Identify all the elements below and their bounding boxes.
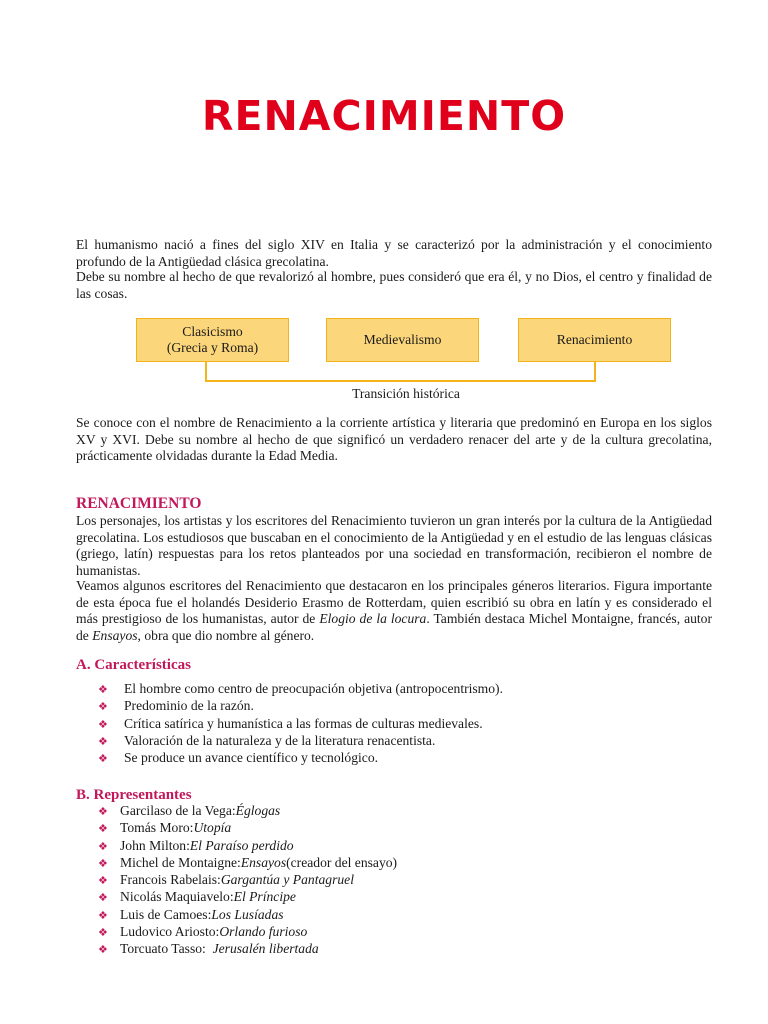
p5-work-elogio: Elogio de la locura (319, 611, 427, 626)
work-title: El Paraíso perdido (189, 837, 294, 853)
diamond-bullet-icon: ❖ (98, 857, 108, 870)
work-title: Orlando furioso (219, 924, 308, 940)
diamond-bullet-icon: ❖ (98, 875, 108, 888)
list-item (98, 820, 397, 837)
renacimiento-definition: Se conoce con el nombre de Renacimiento a la corriente artística y literaria que predominó en Europa en los siglos XV y XVI. Debe su nombre al hecho de que significó un verdadero renacer del arte y de la cultura grecolatina, prácticamente olvidadas durante la Edad Media. (76, 415, 712, 463)
box-medievalismo (326, 318, 479, 362)
caracteristicas-heading: A. Características (76, 657, 191, 673)
author-name: Michel de Montaigne: (120, 854, 241, 870)
work-title: El Príncipe (233, 889, 296, 905)
diamond-bullet-icon: ❖ (98, 806, 108, 818)
work-note: (creador del ensayo) (286, 854, 398, 870)
list-item (98, 941, 397, 958)
work-title: Gargantúa y Pantagruel (220, 872, 354, 888)
diamond-bullet-icon: ❖ (98, 684, 108, 696)
list-item (98, 907, 397, 924)
author-name: John Milton: (120, 837, 190, 853)
diamond-bullet-icon: ❖ (98, 840, 108, 853)
list-item (98, 803, 397, 820)
author-name: Tomás Moro: (120, 820, 194, 836)
intro-paragraph-2: Debe su nombre al hecho de que revalorizó al hombre, pues consideró que era él, y no Dios, el centro y finalidad de las cosas. (76, 269, 712, 301)
author-name: Torcuato Tasso: (120, 941, 213, 957)
list-item (98, 716, 503, 733)
list-item (98, 733, 503, 750)
connector-left (205, 362, 207, 381)
list-item-text: Se produce un avance científico y tecnológico. (124, 750, 379, 766)
connector-right (594, 362, 596, 381)
section-heading: RENACIMIENTO (76, 495, 202, 512)
p5-text-c: , obra que dio nombre al género. (137, 627, 315, 643)
diamond-bullet-icon: ❖ (98, 753, 108, 766)
diamond-bullet-icon: ❖ (98, 701, 108, 714)
author-name: Ludovico Ariosto: (120, 924, 220, 940)
list-item-text: Valoración de la naturaleza y de la literatura renacentista. (124, 732, 436, 748)
list-item (98, 681, 503, 698)
list-item (98, 889, 397, 906)
list-item-text: Predominio de la razón. (124, 698, 254, 714)
author-name: Nicolás Maquiavelo: (120, 889, 234, 905)
list-item (98, 838, 397, 855)
representantes-heading: B. Representantes (76, 787, 192, 803)
work-title: Jerusalén libertada (212, 941, 319, 957)
box-medievalismo-label: Medievalismo (363, 332, 442, 347)
list-item (98, 750, 503, 767)
diamond-bullet-icon: ❖ (98, 823, 108, 836)
humanistas-paragraph: Los personajes, los artistas y los escritores del Renacimiento tuvieron un gran interés por la cultura de la Antigüedad grecolatina. Los estudiosos que buscaban en el conocimiento de la Antigüedad y en el estudio de las lenguas clásicas (griego, latín) respuestas para los retos planteados por una sociedad en transformación, recibieron el nombre de humanistas. (76, 513, 712, 578)
page-title: RENACIMIENTO (201, 92, 567, 140)
diamond-bullet-icon: ❖ (98, 909, 108, 922)
box-clasicismo (136, 318, 289, 362)
list-item (98, 924, 397, 941)
caracteristicas-list (98, 681, 503, 767)
box-renacimiento-label: Renacimiento (556, 332, 633, 347)
diamond-bullet-icon: ❖ (98, 735, 108, 748)
box-clasicismo-line1: Clasicismo (182, 324, 243, 339)
diamond-bullet-icon: ❖ (98, 892, 108, 905)
diamond-bullet-icon: ❖ (98, 944, 108, 957)
work-title: Églogas (235, 803, 281, 818)
diamond-bullet-icon: ❖ (98, 927, 108, 940)
author-name: Francois Rabelais: (120, 872, 221, 888)
p5-text-a: Veamos algunos escritores del Renacimiento que destacaron en los principales géneros literarios. Figura importante de esta época fue el holandés Desiderio Erasmo de Rotterdam, quien escribió su obra en latín y es considerado el más prestigioso de los humanistas, autor de (76, 578, 712, 626)
escritores-paragraph (76, 578, 712, 644)
list-item (98, 698, 503, 715)
author-name: Garcilaso de la Vega: (120, 803, 236, 818)
author-name: Luis de Camoes: (120, 906, 212, 922)
connector-bottom (205, 380, 596, 382)
list-item (98, 855, 397, 872)
p5-work-ensayos: Ensayos (92, 627, 138, 643)
diagram-caption: Transición histórica (352, 386, 460, 401)
box-clasicismo-line2: (Grecia y Roma) (166, 340, 259, 355)
representantes-list (98, 803, 397, 959)
list-item-text: El hombre como centro de preocupación objetiva (antropocentrismo). (124, 681, 503, 696)
work-title: Utopía (193, 820, 232, 836)
intro-paragraph-1: El humanismo nació a fines del siglo XIV en Italia y se caracterizó por la administración y el conocimiento profundo de la Antigüedad clásica grecolatina. (76, 237, 712, 269)
p5-text-b: . También destaca Michel Montaigne, francés, autor de (76, 611, 712, 643)
diamond-bullet-icon: ❖ (98, 718, 108, 731)
list-item-text: Crítica satírica y humanística a las formas de culturas medievales. (124, 715, 483, 731)
list-item (98, 872, 397, 889)
work-title: Ensayos (240, 854, 287, 870)
box-renacimiento (518, 318, 671, 362)
work-title: Los Lusíadas (211, 906, 284, 922)
